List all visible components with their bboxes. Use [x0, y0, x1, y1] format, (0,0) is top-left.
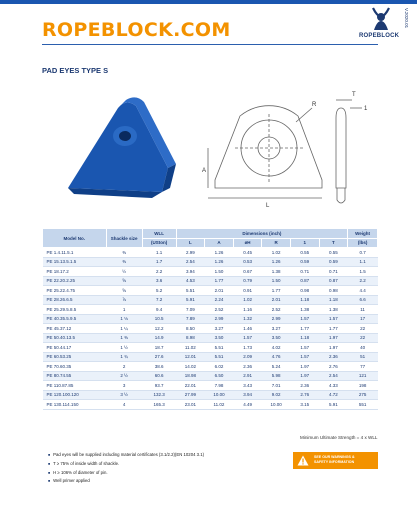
cell-model: PE 50.40.13.5 — [43, 333, 107, 343]
cell-one: 3.15 — [290, 400, 319, 410]
cell-a: 5.51 — [205, 343, 234, 353]
cell-weight: 198 — [348, 381, 378, 391]
version-code: V.2020.01 — [404, 8, 409, 29]
label-t: T — [352, 92, 356, 98]
cell-t: 1.57 — [319, 314, 348, 324]
cell-l: 8.50 — [176, 324, 205, 334]
safety-banner[interactable] — [293, 452, 378, 469]
cell-h: 1.57 — [233, 333, 262, 343]
cell-wll: 27.6 — [142, 352, 176, 362]
table-row — [43, 286, 378, 296]
table-row — [43, 295, 378, 305]
cell-h: 1.16 — [233, 305, 262, 315]
cell-h: 2.91 — [233, 371, 262, 381]
cell-shackle: ⅞ — [106, 295, 142, 305]
cell-t: 0.55 — [319, 248, 348, 258]
cell-shackle: 1 ¾ — [106, 352, 142, 362]
cell-model: PE 15.13.5.1.5 — [43, 257, 107, 267]
table-row — [43, 314, 378, 324]
cell-l: 23.01 — [176, 400, 205, 410]
notes-list — [48, 451, 204, 486]
cell-shackle: ⅝ — [106, 276, 142, 286]
cell-one: 0.98 — [290, 286, 319, 296]
cell-h: 2.09 — [233, 352, 262, 362]
cell-model: PE 80.74.55 — [43, 371, 107, 381]
table-row — [43, 305, 378, 315]
cell-weight: 77 — [348, 362, 378, 372]
cell-r: 3.27 — [262, 324, 291, 334]
cell-h: 0.45 — [233, 248, 262, 258]
cell-one: 1.18 — [290, 295, 319, 305]
cell-one: 1.18 — [290, 333, 319, 343]
label-1: 1 — [364, 106, 368, 112]
cell-weight: 551 — [348, 400, 378, 410]
cell-h: 3.94 — [233, 390, 262, 400]
cell-one: 0.87 — [290, 276, 319, 286]
cell-h: 0.53 — [233, 257, 262, 267]
cell-shackle: 1 ¼ — [106, 324, 142, 334]
cell-wll: 1.1 — [142, 248, 176, 258]
spec-table-body — [43, 248, 378, 410]
note-item: ■ H ≥ 106% of diameter of pin. — [48, 469, 204, 478]
cell-wll: 132.3 — [142, 390, 176, 400]
cell-model: PE 25.22.4.75 — [43, 286, 107, 296]
cell-r: 7.01 — [262, 381, 291, 391]
table-row — [43, 324, 378, 334]
cell-a: 11.02 — [205, 400, 234, 410]
cell-h: 3.43 — [233, 381, 262, 391]
cell-t: 1.97 — [319, 333, 348, 343]
cell-t: 0.71 — [319, 267, 348, 277]
spec-table — [42, 228, 378, 410]
cell-model: PE 70.60.35 — [43, 362, 107, 372]
table-row — [43, 352, 378, 362]
header-dim-h: øH — [233, 238, 262, 248]
cell-h: 2.36 — [233, 362, 262, 372]
cell-h: 0.91 — [233, 286, 262, 296]
cell-a: 3.27 — [205, 324, 234, 334]
header-weight-unit: (lbs) — [348, 238, 378, 248]
table-row — [43, 400, 378, 410]
cell-r: 9.02 — [262, 390, 291, 400]
cell-a: 1.50 — [205, 267, 234, 277]
cell-a: 7.98 — [205, 381, 234, 391]
cell-a: 1.26 — [205, 257, 234, 267]
cell-l: 7.09 — [176, 305, 205, 315]
cell-a: 5.51 — [205, 352, 234, 362]
header-wll: WLL — [142, 229, 176, 239]
cell-t: 1.97 — [319, 343, 348, 353]
cell-l: 14.02 — [176, 362, 205, 372]
cell-one: 0.59 — [290, 257, 319, 267]
cell-one: 1.97 — [290, 362, 319, 372]
safety-line-2: SAFETY INFORMATION — [314, 460, 355, 464]
cell-shackle: 3 — [106, 381, 142, 391]
cell-a: 6.50 — [205, 371, 234, 381]
cell-wll: 5.2 — [142, 286, 176, 296]
cell-weight: 2.2 — [348, 276, 378, 286]
cell-h: 4.49 — [233, 400, 262, 410]
cell-model: PE 18.17.2 — [43, 267, 107, 277]
cell-model: PE 130.114.150 — [43, 400, 107, 410]
technical-drawing — [200, 88, 380, 213]
cell-shackle: 1 — [106, 305, 142, 315]
cell-one: 1.77 — [290, 324, 319, 334]
cell-wll: 60.6 — [142, 371, 176, 381]
cell-shackle: 3 ½ — [106, 390, 142, 400]
cell-shackle: ⅝ — [106, 286, 142, 296]
cell-r: 2.01 — [262, 295, 291, 305]
cell-one: 1.57 — [290, 343, 319, 353]
cell-a: 10.00 — [205, 390, 234, 400]
cell-wll: 1.7 — [142, 257, 176, 267]
cell-model: PE 120.100.120 — [43, 390, 107, 400]
cell-h: 0.67 — [233, 267, 262, 277]
cell-a: 2.99 — [205, 314, 234, 324]
label-l: L — [266, 203, 270, 209]
cell-r: 1.02 — [262, 248, 291, 258]
cell-t: 2.76 — [319, 362, 348, 372]
table-row — [43, 276, 378, 286]
cell-h: 1.73 — [233, 343, 262, 353]
cell-one: 1.57 — [290, 314, 319, 324]
cell-shackle: 1 ⅛ — [106, 314, 142, 324]
cell-l: 5.91 — [176, 295, 205, 305]
cell-r: 1.77 — [262, 286, 291, 296]
cell-l: 2.99 — [176, 248, 205, 258]
cell-a: 2.24 — [205, 295, 234, 305]
cell-weight: 1.5 — [348, 267, 378, 277]
cell-l: 4.53 — [176, 276, 205, 286]
cell-r: 5.24 — [262, 362, 291, 372]
cell-weight: 51 — [348, 352, 378, 362]
cell-wll: 10.5 — [142, 314, 176, 324]
product-image-pad-eye — [60, 88, 180, 208]
cell-weight: 11 — [348, 305, 378, 315]
cell-model: PE 1.4.11.5.1 — [43, 248, 107, 258]
cell-wll: 12.2 — [142, 324, 176, 334]
cell-weight: 1.1 — [348, 257, 378, 267]
cell-l: 11.02 — [176, 343, 205, 353]
header-dim-1: 1 — [290, 238, 319, 248]
cell-one: 2.76 — [290, 390, 319, 400]
header-weight: Weight — [348, 229, 378, 239]
cell-wll: 18.7 — [142, 343, 176, 353]
cell-t: 1.18 — [319, 295, 348, 305]
cell-model: PE 25.29.5.8.5 — [43, 305, 107, 315]
cell-r: 4.76 — [262, 352, 291, 362]
cell-l: 3.94 — [176, 267, 205, 277]
cell-shackle: ½ — [106, 267, 142, 277]
header-shackle: Shackle size — [106, 229, 142, 248]
cell-t: 2.36 — [319, 352, 348, 362]
cell-h: 1.02 — [233, 295, 262, 305]
mubs-note: Minimum Ultimate Strength = 4 x WLL — [300, 435, 378, 440]
cell-r: 2.99 — [262, 314, 291, 324]
cell-a: 3.50 — [205, 333, 234, 343]
cell-r: 4.02 — [262, 343, 291, 353]
cell-r: 10.00 — [262, 400, 291, 410]
cell-weight: 22 — [348, 324, 378, 334]
cell-weight: 4.4 — [348, 286, 378, 296]
cell-model: PE 22.20.2.25 — [43, 276, 107, 286]
table-row — [43, 371, 378, 381]
cell-t: 4.72 — [319, 390, 348, 400]
cell-wll: 2.2 — [142, 267, 176, 277]
cell-h: 1.46 — [233, 324, 262, 334]
cell-a: 2.01 — [205, 286, 234, 296]
cell-shackle: ⅜ — [106, 257, 142, 267]
cell-shackle: ⅜ — [106, 248, 142, 258]
cell-t: 1.38 — [319, 305, 348, 315]
table-row — [43, 390, 378, 400]
cell-one: 0.55 — [290, 248, 319, 258]
cell-r: 5.98 — [262, 371, 291, 381]
cell-model: PE 45.37.12 — [43, 324, 107, 334]
table-row — [43, 248, 378, 258]
cell-l: 7.89 — [176, 314, 205, 324]
note-item: ■ T ≥ 75% of inside width of shackle. — [48, 460, 204, 469]
cell-weight: 22 — [348, 333, 378, 343]
cell-r: 1.38 — [262, 267, 291, 277]
table-row — [43, 381, 378, 391]
cell-one: 1.97 — [290, 371, 319, 381]
cell-l: 12.01 — [176, 352, 205, 362]
cell-t: 4.33 — [319, 381, 348, 391]
cell-l: 5.51 — [176, 286, 205, 296]
cell-h: 0.79 — [233, 276, 262, 286]
cell-l: 27.99 — [176, 390, 205, 400]
cell-model: PE 28.26.6.5 — [43, 295, 107, 305]
note-item: ■ Well primer applied — [48, 477, 204, 486]
header-dim-l: L — [176, 238, 205, 248]
cell-a: 2.52 — [205, 305, 234, 315]
header-rule — [42, 44, 378, 45]
cell-weight: 6.6 — [348, 295, 378, 305]
cell-model: PE 50.44.17 — [43, 343, 107, 353]
warning-icon — [297, 455, 309, 466]
cell-weight: 121 — [348, 371, 378, 381]
top-accent-bar — [0, 0, 417, 4]
cell-one: 2.36 — [290, 381, 319, 391]
cell-l: 8.98 — [176, 333, 205, 343]
cell-wll: 9.4 — [142, 305, 176, 315]
page-title: PAD EYES TYPE S — [42, 66, 109, 75]
cell-r: 1.50 — [262, 276, 291, 286]
cell-shackle: 2 ½ — [106, 371, 142, 381]
cell-h: 1.32 — [233, 314, 262, 324]
cell-weight: 275 — [348, 390, 378, 400]
table-row — [43, 362, 378, 372]
cell-model: PE 40.35.5.9.5 — [43, 314, 107, 324]
header-dim-a: A — [205, 238, 234, 248]
table-row — [43, 343, 378, 353]
safety-text — [314, 455, 355, 465]
table-row — [43, 333, 378, 343]
brand-title[interactable]: ROPEBLOCK.COM — [42, 19, 231, 41]
header-wll-unit: (USton) — [142, 238, 176, 248]
cell-shackle: 1 ⅜ — [106, 333, 142, 343]
header-dimensions: Dimensions (inch) — [176, 229, 348, 239]
cell-t: 1.77 — [319, 324, 348, 334]
cell-wll: 14.9 — [142, 333, 176, 343]
cell-t: 2.54 — [319, 371, 348, 381]
cell-t: 0.98 — [319, 286, 348, 296]
cell-weight: 17 — [348, 314, 378, 324]
cell-t: 5.91 — [319, 400, 348, 410]
safety-line-1: SEE OUR WARNINGS & — [314, 455, 355, 459]
cell-wll: 7.2 — [142, 295, 176, 305]
cell-wll: 38.6 — [142, 362, 176, 372]
cell-t: 0.59 — [319, 257, 348, 267]
note-item: ■ Pad eyes will be supplied including material certificates (3.1/2.2)(EN 10204 3.1) — [48, 451, 204, 460]
cell-one: 0.71 — [290, 267, 319, 277]
label-a: A — [202, 168, 207, 174]
header-dim-r: R — [262, 238, 291, 248]
cell-one: 1.57 — [290, 352, 319, 362]
header-dim-t: T — [319, 238, 348, 248]
cell-shackle: 4 — [106, 400, 142, 410]
cell-weight: 0.7 — [348, 248, 378, 258]
cell-r: 1.26 — [262, 257, 291, 267]
table-row — [43, 257, 378, 267]
cell-one: 1.38 — [290, 305, 319, 315]
cell-l: 2.54 — [176, 257, 205, 267]
cell-l: 22.01 — [176, 381, 205, 391]
table-row — [43, 267, 378, 277]
cell-r: 3.50 — [262, 333, 291, 343]
cell-a: 1.77 — [205, 276, 234, 286]
cell-shackle: 2 — [106, 362, 142, 372]
cell-r: 2.52 — [262, 305, 291, 315]
cell-wll: 3.6 — [142, 276, 176, 286]
logo-wordmark: ROPEBLOCK — [359, 33, 400, 39]
cell-model: PE 110.87.85 — [43, 381, 107, 391]
cell-wll: 165.3 — [142, 400, 176, 410]
cell-weight: 40 — [348, 343, 378, 353]
cell-a: 6.02 — [205, 362, 234, 372]
header-model: Model No. — [43, 229, 107, 248]
cell-shackle: 1 ½ — [106, 343, 142, 353]
label-r: R — [312, 102, 317, 108]
cell-model: PE 60.53.25 — [43, 352, 107, 362]
cell-l: 18.98 — [176, 371, 205, 381]
cell-t: 0.87 — [319, 276, 348, 286]
cell-wll: 93.7 — [142, 381, 176, 391]
cell-a: 1.26 — [205, 248, 234, 258]
